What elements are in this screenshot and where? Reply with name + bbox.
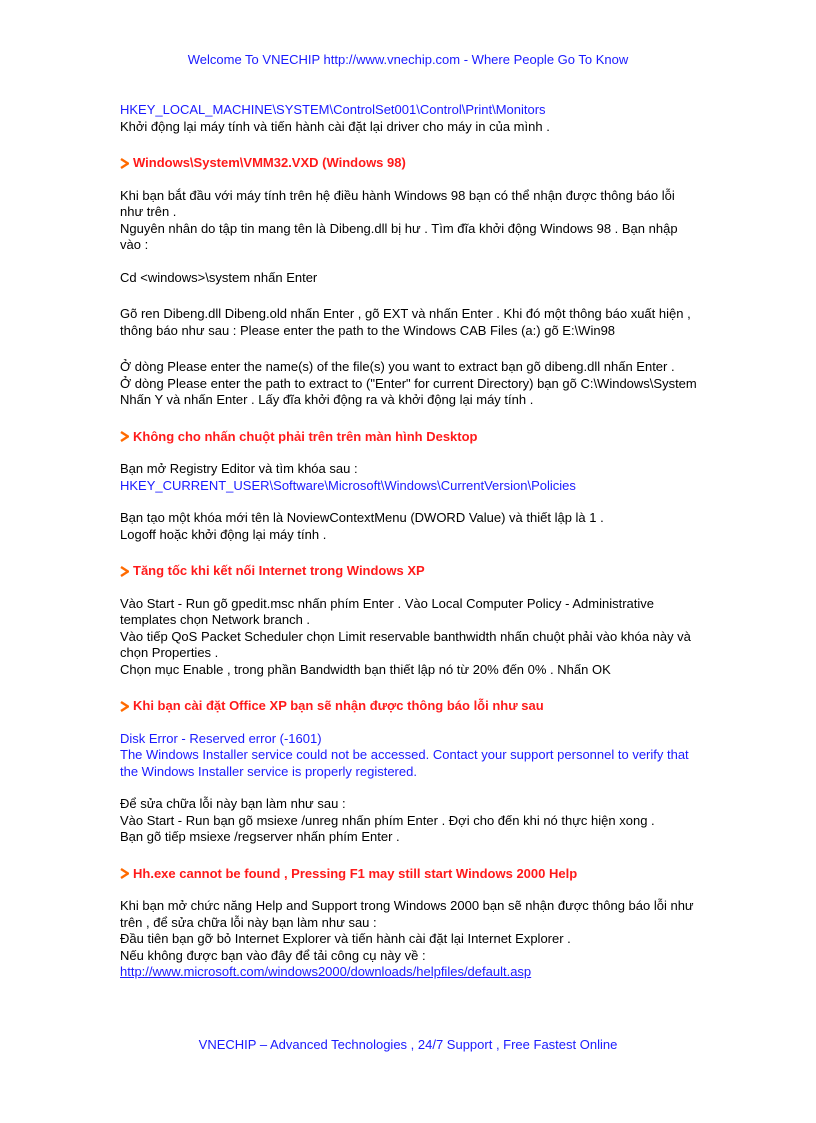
section-heading-office-xp [120,698,700,715]
paragraph: Để sửa chữa lỗi này bạn làm như sau : [120,796,346,811]
arrow-right-icon [120,701,129,712]
paragraph: Nhấn Y và nhấn Enter . Lấy đĩa khởi động ra và khởi động lại máy tính . [120,392,534,407]
section-heading-text: Windows\System\VMM32.VXD (Windows 98) [133,155,406,170]
document-body [120,102,700,981]
section-heading-vmm32 [120,155,700,172]
registry-key-print-monitors: HKEY_LOCAL_MACHINE\SYSTEM\ControlSet001\Control\Print\Monitors [120,102,546,117]
paragraph: Ở dòng Please enter the path to extract to ("Enter" for current Directory) bạn gõ C:\Windows\System [120,375,697,391]
arrow-right-icon [120,431,129,442]
paragraph: Khi bạn bắt đầu với máy tính trên hệ điều hành Windows 98 bạn có thể nhận được thông báo lỗi như trên . [120,187,675,219]
paragraph: Vào Start - Run gõ gpedit.msc nhấn phím Enter . Vào Local Computer Policy - Administrative templates chọn Network branch . [120,595,654,627]
section-heading-hh-exe [120,866,700,883]
paragraph: Vào tiếp QoS Packet Scheduler chọn Limit reservable banthwidth nhấn chuột phải vào khóa này và chọn Properties . [120,628,691,660]
section-heading-disable-right-click [120,429,700,446]
arrow-right-icon [120,158,129,169]
paragraph: Cd <windows>\system nhấn Enter [120,269,318,285]
section-heading-text: Hh.exe cannot be found , Pressing F1 may still start Windows 2000 Help [133,865,578,881]
paragraph: Gõ ren Dibeng.dll Dibeng.old nhấn Enter , gõ EXT và nhấn Enter . Khi đó một thông báo xuất hiện , thông báo như sau : Please enter the path to the Windows CAB Files (a:) gõ E:\Win98 [120,306,691,338]
paragraph: Vào Start - Run bạn gõ msiexe /unreg nhấn phím Enter . Đợi cho đến khi nó thực hiện xong . [120,812,655,828]
paragraph: Bạn tạo một khóa mới tên là NoviewContextMenu (DWORD Value) và thiết lập là 1 . [120,510,604,525]
paragraph: Logoff hoặc khởi động lại máy tính . [120,526,327,542]
registry-key-policies: HKEY_CURRENT_USER\Software\Microsoft\Windows\CurrentVersion\Policies [120,477,576,493]
arrow-right-icon [120,868,129,879]
section-heading-internet-speed [120,563,700,580]
paragraph: Bạn mở Registry Editor và tìm khóa sau : [120,461,358,476]
page-header: Welcome To VNECHIP http://www.vnechip.com - Where People Go To Know [187,52,629,67]
error-message-title: Disk Error - Reserved error (-1601) [120,730,322,746]
section-heading-text: Khi bạn cài đặt Office XP bạn sẽ nhận được thông báo lỗi như sau [133,698,544,713]
intro-text: Khởi động lại máy tính và tiến hành cài đặt lại driver cho máy in của mình . [120,118,550,134]
paragraph: Ở dòng Please enter the name(s) of the file(s) you want to extract bạn gõ dibeng.dll nhấn Enter . [120,359,675,374]
error-message-body: The Windows Installer service could not be accessed. Contact your support personnel to verify that the Windows Installer service is properly registered. [120,747,689,779]
page-footer: VNECHIP – Advanced Technologies , 24/7 Support , Free Fastest Online [198,1037,618,1052]
arrow-right-icon [120,566,129,577]
download-link[interactable]: http://www.microsoft.com/windows2000/downloads/helpfiles/default.asp [120,964,532,979]
section-heading-text: Tăng tốc khi kết nối Internet trong Windows XP [133,563,425,578]
paragraph: Khi bạn mở chức năng Help and Support trong Windows 2000 bạn sẽ nhận được thông báo lỗi như trên , để sửa chữa lỗi này bạn làm như sau : [120,898,694,930]
paragraph: Bạn gõ tiếp msiexe /regserver nhấn phím Enter . [120,829,400,844]
paragraph: Nguyên nhân do tập tin mang tên là Dibeng.dll bị hư . Tìm đĩa khởi động Windows 98 . Bạn nhập vào : [120,220,678,252]
paragraph: Đầu tiên bạn gỡ bỏ Internet Explorer và tiến hành cài đặt lại Internet Explorer . [120,931,571,946]
paragraph: Nếu không được bạn vào đây để tải công cụ này về : [120,947,426,963]
section-heading-text: Không cho nhấn chuột phải trên trên màn hình Desktop [133,428,478,444]
paragraph: Chọn mục Enable , trong phần Bandwidth bạn thiết lập nó từ 20% đến 0% . Nhấn OK [120,661,611,677]
